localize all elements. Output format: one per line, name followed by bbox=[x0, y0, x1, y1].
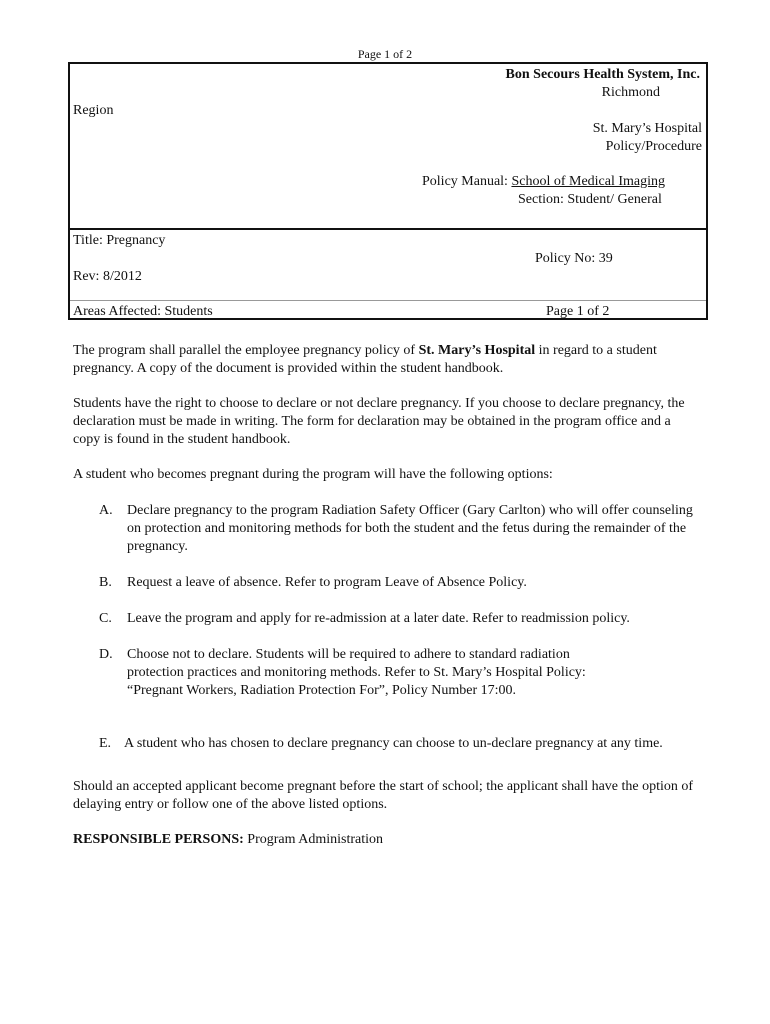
paragraph-3: A student who becomes pregnant during the program will have the following options: bbox=[73, 467, 553, 482]
revision: Rev: 8/2012 bbox=[73, 269, 142, 284]
option-letter-b: B. bbox=[99, 575, 112, 590]
option-letter-a: A. bbox=[99, 503, 113, 518]
option-letter-e: E. bbox=[99, 736, 112, 751]
option-text-d: Choose not to declare. Students will be required to adhere to standard radiation protection practices and monitoring methods. Refer to St. Mary’s Hospital Policy: “Pregnant Workers, Radiation Protection For”, Policy Number 17:00. bbox=[127, 647, 586, 698]
region-label: Region bbox=[73, 103, 114, 118]
option-letter-c: C. bbox=[99, 611, 112, 626]
paragraph-1: The program shall parallel the employee pregnancy policy of St. Mary’s Hospital in regard to a student pregnancy. A copy of the document is provided within the student handbook. bbox=[73, 343, 657, 376]
manual-label: Policy Manual: bbox=[422, 174, 512, 189]
policy-manual bbox=[422, 173, 665, 191]
option-text-c: Leave the program and apply for re-admission at a later date. Refer to readmission policy. bbox=[127, 611, 630, 626]
option-letter-d: D. bbox=[99, 647, 113, 662]
section: Section: Student/ General bbox=[518, 192, 662, 207]
responsible-persons: RESPONSIBLE PERSONS: Program Administration bbox=[73, 832, 383, 847]
page-number-top: Page 1 of 2 bbox=[357, 47, 413, 61]
option-text-a: Declare pregnancy to the program Radiation Safety Officer (Gary Carlton) who will offer counseling on protection and monitoring methods for both the student and the fetus during the remainder of the pregnancy. bbox=[127, 503, 693, 554]
city: Richmond bbox=[601, 85, 660, 100]
option-text-b: Request a leave of absence. Refer to program Leave of Absence Policy. bbox=[127, 575, 527, 590]
areas-affected: Areas Affected: Students bbox=[73, 304, 213, 319]
hospital-name: St. Mary’s Hospital bbox=[592, 121, 702, 136]
manual-value: School of Medical Imaging bbox=[511, 174, 666, 189]
doc-type: Policy/Procedure bbox=[605, 139, 702, 154]
policy-title: Title: Pregnancy bbox=[73, 233, 166, 248]
areas-divider bbox=[70, 300, 706, 301]
option-text-e: A student who has chosen to declare pregnancy can choose to un-declare pregnancy at any time. bbox=[124, 736, 663, 751]
paragraph-2: Students have the right to choose to declare or not declare pregnancy. If you choose to declare pregnancy, the declaration must be made in writing. The form for declaration may be obtained in the program office and a copy is found in the student handbook. bbox=[73, 396, 685, 447]
header-divider bbox=[70, 228, 706, 230]
org-name: Bon Secours Health System, Inc. bbox=[505, 67, 700, 82]
paragraph-4: Should an accepted applicant become pregnant before the start of school; the applicant shall have the option of delaying entry or follow one of the above listed options. bbox=[73, 779, 694, 812]
page-number-box: Page 1 of 2 bbox=[546, 304, 610, 319]
policy-number: Policy No: 39 bbox=[535, 251, 613, 266]
